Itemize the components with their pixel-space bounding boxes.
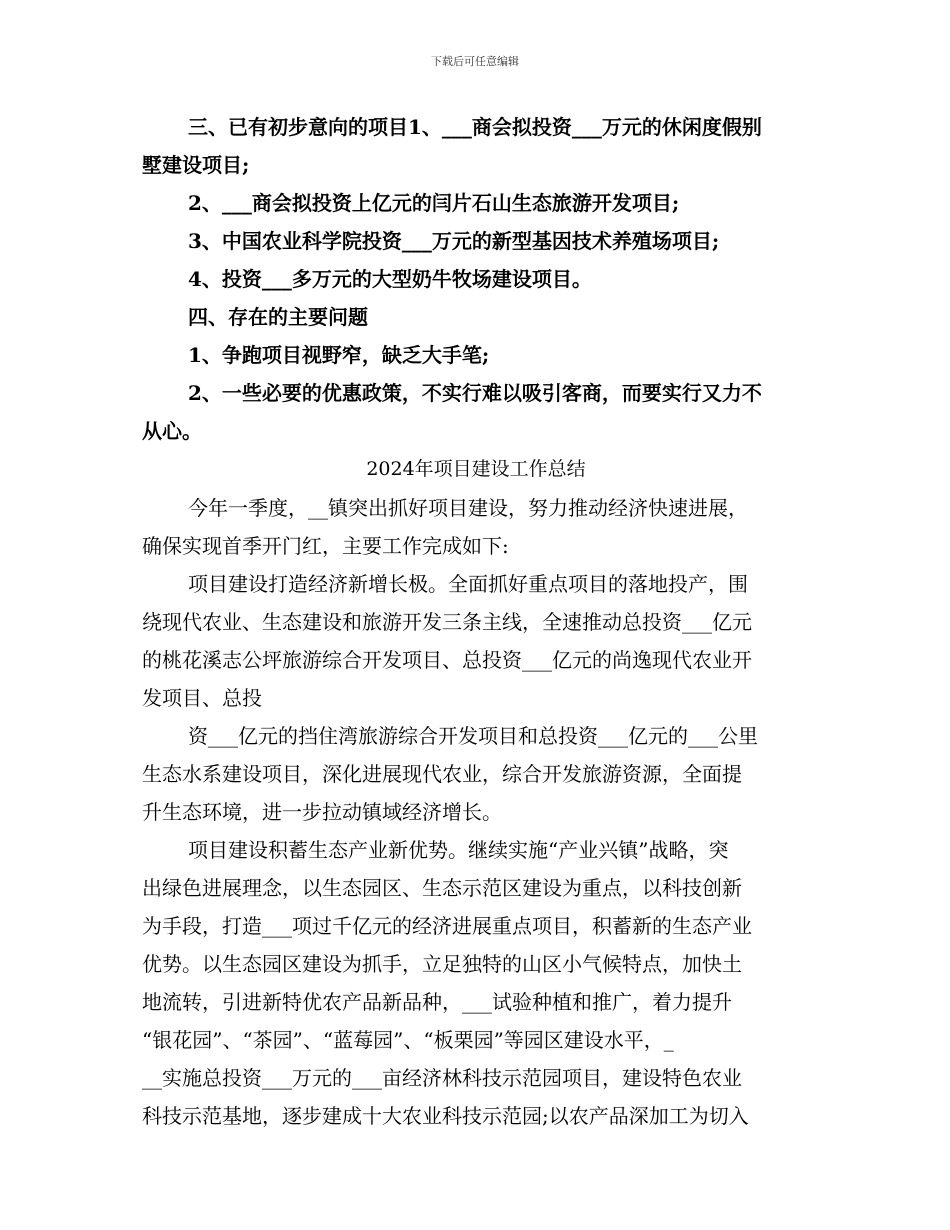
text-line: 三、已有初步意向的项目1、___商会拟投资___万元的休闲度假别 [188, 115, 762, 139]
text-line: 发项目、总投 [142, 686, 262, 710]
text-line: 科技示范基地，逐步建成十大农业科技示范园;以农产品深加工为切入 [142, 1104, 749, 1128]
text-line: 4、投资___多万元的大型奶牛牧场建设项目。 [188, 267, 592, 291]
text-line: 3、中国农业科学院投资___万元的新型基因技术养殖场项目; [188, 229, 720, 253]
text-line: 今年一季度，__镇突出抓好项目建设，努力推动经济快速进展， [188, 496, 748, 520]
text-line: 从心。 [142, 419, 202, 443]
text-line: 2、一些必要的优惠政策，不实行难以吸引客商，而要实行又力不 [188, 381, 762, 405]
text-line: “银花园”、“茶园”、“蓝莓园”、“板栗园”等园区建设水平，_ [142, 1028, 674, 1052]
section-projects-intent [142, 108, 810, 450]
text-line: 绕现代农业、生态建设和旅游开发三条主线，全速推动总投资___亿元 [142, 610, 752, 634]
text-line: 出绿色进展理念，以生态园区、生态示范区建设为重点，以科技创新 [142, 876, 742, 900]
section-summary [142, 489, 810, 1135]
text-line: 确保实现首季开门红，主要工作完成如下: [142, 534, 509, 558]
text-line: 项目建设积蓄生态产业新优势。继续实施“产业兴镇”战略，突 [188, 838, 729, 862]
text-line: 资___亿元的挡住湾旅游综合开发项目和总投资___亿元的___公里 [188, 724, 758, 748]
text-line: 墅建设项目; [142, 153, 250, 177]
text-line: 为手段，打造___项过千亿元的经济进展重点项目，积蓄新的生态产业 [142, 914, 752, 938]
text-line: 升生态环境，进一步拉动镇域经济增长。 [142, 800, 502, 824]
header-note: 下载后可任意编辑 [431, 55, 519, 68]
text-line: __实施总投资___万元的___亩经济林科技示范园项目，建设特色农业 [142, 1066, 742, 1090]
text-line: 的桃花溪志公坪旅游综合开发项目、总投资___亿元的尚逸现代农业开 [142, 648, 752, 672]
document-title: 2024年项目建设工作总结 [366, 458, 586, 480]
text-line: 四、存在的主要问题 [188, 305, 368, 329]
text-line: 2、___商会拟投资上亿元的闫片石山生态旅游开发项目; [188, 191, 680, 215]
text-line: 优势。以生态园区建设为抓手，立足独特的山区小气候特点，加快土 [142, 952, 742, 976]
text-line: 1、争跑项目视野窄，缺乏大手笔; [188, 343, 490, 367]
text-line: 生态水系建设项目，深化进展现代农业，综合开发旅游资源，全面提 [142, 762, 742, 786]
text-line: 地流转，引进新特优农产品新品种，___试验种植和推广，着力提升 [142, 990, 732, 1014]
text-line: 项目建设打造经济新增长极。全面抓好重点项目的落地投产，围 [188, 572, 748, 596]
document-body [142, 108, 810, 1135]
